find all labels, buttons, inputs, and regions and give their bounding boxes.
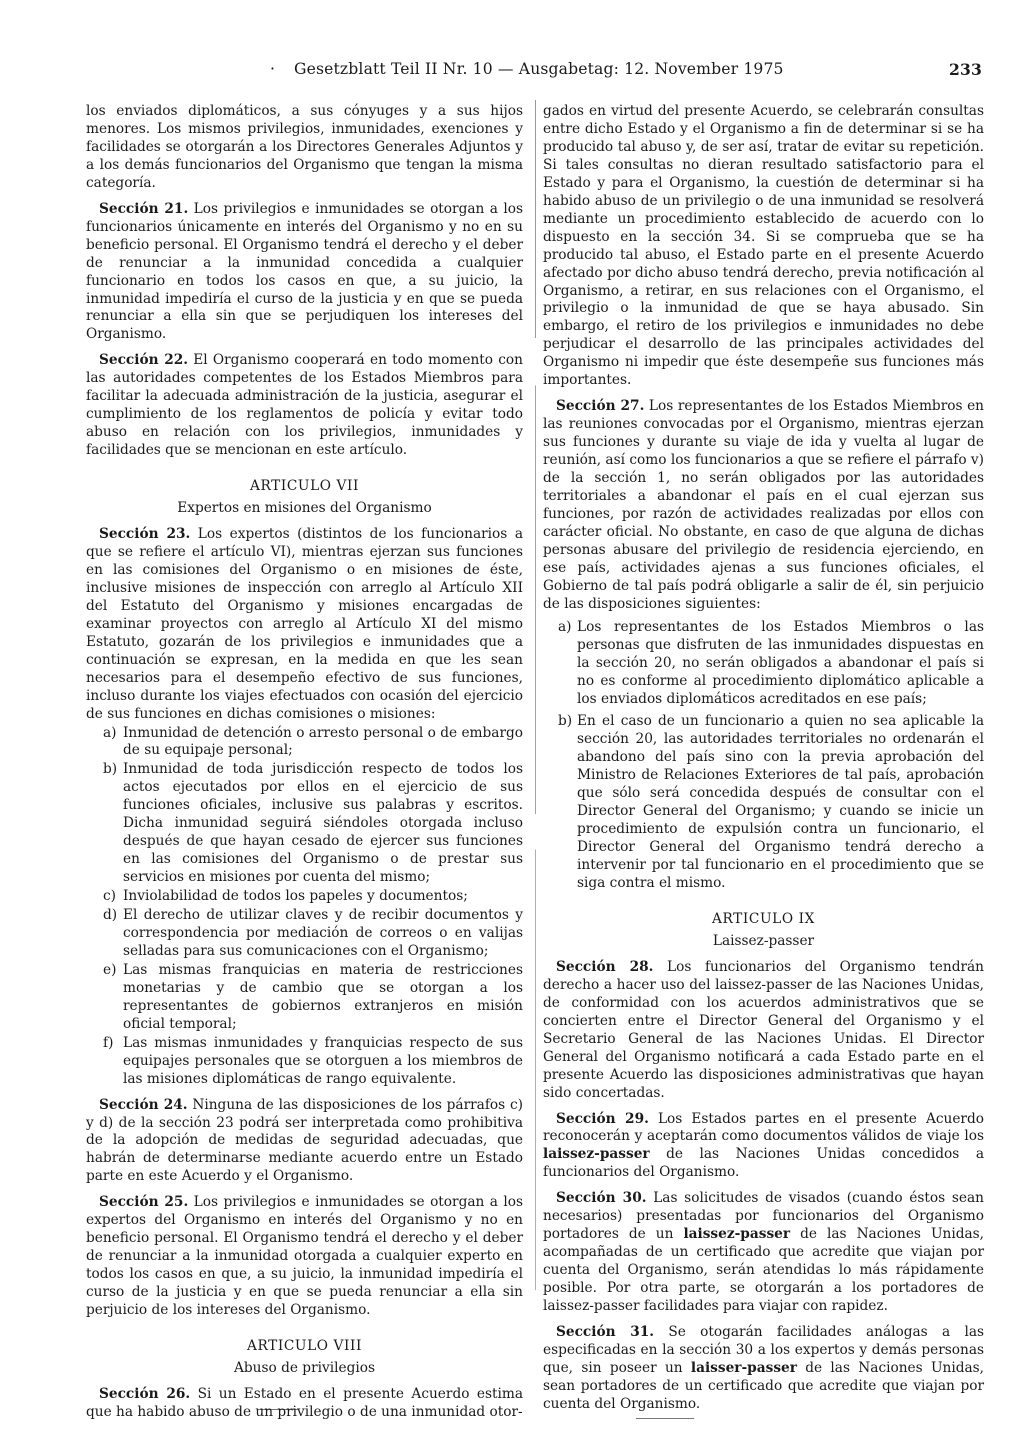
section-label: Sección 24. (99, 1096, 188, 1113)
list-item-label: a) (103, 724, 117, 741)
section-text: de las Naciones Unidas, acompañadas de un certificado que acredite que viajan por cuenta del Organismo, serán atendidas lo más rápidamente posible. Por otra parte, se otorgarán a los portadores de laissez-passer facilidades para viajar con rapidez. (543, 1226, 984, 1315)
section-29 (543, 1111, 984, 1183)
list-item-label: a) (558, 618, 572, 635)
list-item (543, 619, 984, 709)
list-item (86, 888, 523, 906)
section-label: Sección 23. (99, 526, 191, 543)
right-column (543, 103, 984, 1422)
section-25 (86, 1194, 523, 1320)
section-text: Los Estados partes en el presente Acuerdo reconocerán y aceptarán como documentos válidos de viaje los (543, 1110, 984, 1145)
list-item-label: b) (558, 713, 573, 730)
list-item-text: Los representantes de los Estados Miembros o las personas que disfruten de las inmunidades dispuestas en la sección 20, no serán obligados a abandonar el país si no es conforme al procedimiento diplomático aplicable a los enviados diplomáticos acreditados en ese país; (577, 618, 984, 707)
section-27-list (543, 619, 984, 893)
article-subheading: Expertos en misiones del Organismo (177, 500, 432, 517)
section-text: Los privilegios e inmunidades se otorgan a los expertos del Organismo en interés del Organismo y no en beneficio personal. El Organismo tendrá el derecho y el deber de renunciar a la inmunidad otorgada a cualquier experto en todos los casos en que, a su juicio, la inmunidad impediría el curso de la justicia y en que se pueda renunciar a ella sin perjuicio de los intereses del Organismo. (86, 1194, 523, 1319)
section-21 (86, 201, 523, 345)
article-subheading: Abuso de privilegios (234, 1359, 375, 1376)
section-text: Los privilegios e inmunidades se otorgan a los funcionarios únicamente en interés del Organismo y no en su beneficio personal. El Organismo tendrá el derecho y el deber de renunciar a la inmunidad concedida a cualquier funcionario en todos los casos en que, a su juicio, la inmunidad impediría el curso de la justicia y en que se pueda renunciar a ella sin que se perjudiquen los intereses del Organismo. (86, 200, 523, 343)
section-24 (86, 1097, 523, 1187)
list-item (86, 1035, 523, 1089)
section-27 (543, 398, 984, 613)
header-dot: · (270, 60, 276, 78)
paragraph-continuation: gados en virtud del presente Acuerdo, se celebrarán consultas entre dicho Estado y el Organismo a fin de determinar si se ha producido tal abuso y, de ser así, tratar de evitar su repetición. Si tales consultas no dieran resultado satisfactorio para el Estado y para el Organismo, la cuestión de determinar si ha habido abuso de un privilegio o de una inmunidad se resolverá mediante un procedimiento establecido de acuerdo con lo dispuesto en la sección 34. Si se comprueba que se ha producido tal abuso, el Estado parte en el presente Acuerdo afectado por dicho abuso tendrá derecho, previa notificación al Organismo, a retirar, en sus relaciones con el Organismo, el privilegio o la inmunidad de que se haya abusado. Sin embargo, el retiro de los privilegios e inmunidades no debe perjudicar el desarrollo de las principales actividades del Organismo ni impedir que éste desempeñe sus funciones más importantes. (543, 103, 984, 389)
list-item-label: d) (103, 907, 118, 924)
list-item-label: b) (103, 761, 118, 778)
list-item (86, 761, 523, 887)
page-header (84, 60, 984, 84)
section-label: Sección 25. (99, 1194, 189, 1211)
list-item-text: Inviolabilidad de todos los papeles y documentos; (123, 888, 468, 905)
list-item-text: Inmunidad de toda jurisdicción respecto de todos los actos ejecutados por ellos en el ejercicio de sus funciones oficiales, inclusive sus palabras y escritos. Dicha inmunidad seguirá siéndoles otorgada incluso después de que hayan cesado de ejercer sus funciones en las comisiones del Organismo o de prestar sus servicios en misiones por cuenta del mismo; (123, 761, 523, 886)
section-text: Los expertos (distintos de los funcionarios a que se refiere el artículo VI), mientras ejerzan sus funciones en las comisiones del Organismo o en misiones de éste, inclusive misiones de inspección con arreglo al Artículo XII del Estatuto del Organismo y misiones encargadas de examinar proyectos con arreglo al Artículo XI del mismo Estatuto, gozarán de los privilegios e inmunidades que a continuación se expresan, en la medida en que les sean necesarios para el desempeño efectivo de sus funciones, incluso durante los viajes efectuados con ocasión del ejercicio de sus funciones en dichas comisiones o misiones: (86, 526, 524, 722)
section-30 (543, 1190, 984, 1316)
column-divider (535, 100, 536, 1290)
page-number: 233 (948, 60, 982, 79)
list-item-label: c) (103, 888, 117, 905)
article-heading: ARTICULO VII (249, 478, 360, 495)
section-label: Sección 29. (556, 1110, 649, 1127)
section-label: Sección 26. (99, 1385, 191, 1402)
section-text: de las Naciones Unidas, sean portadores de un certificado que acredite que viajan por cuenta del Organismo. (543, 1359, 984, 1412)
section-28 (543, 959, 984, 1103)
header-title: Gesetzblatt Teil II Nr. 10 — Ausgabetag: 12. November 1975 (294, 60, 784, 78)
section-31 (543, 1324, 984, 1414)
section-label: Sección 27. (556, 398, 645, 415)
list-item-label: f) (103, 1034, 114, 1051)
section-label: Sección 21. (99, 200, 189, 217)
section-text: Las solicitudes de visados (cuando éstos sean necesarios) presentadas por funcionarios del Organismo portadores de un (543, 1190, 984, 1243)
section-text: Si un Estado en el presente Acuerdo estima que ha habido abuso de un privilegio o de una inmunidad otor- (86, 1385, 523, 1420)
article-heading: ARTICULO IX (712, 910, 815, 927)
section-23-list (86, 725, 523, 1089)
article-heading: ARTICULO VIII (246, 1338, 363, 1354)
list-item (543, 713, 984, 893)
article-subheading: Laissez-passer (712, 932, 815, 949)
section-text: El Organismo cooperará en todo momento con las autoridades competentes de los Estados Miembros para facilitar la adecuada administración de la justicia, asegurar el cumplimiento de los reglamentos de policía y evitar todo abuso en relación con los privilegios, inmunidades y facilidades que se mencionan en este artículo. (86, 352, 523, 459)
section-text: Los funcionarios del Organismo tendrán derecho a hacer uso del laissez-passer de las Naciones Unidas, de conformidad con los acuerdos administrativos que se concierten entre el Director General del Organismo y el Secretario General de las Naciones Unidas. El Director General del Organismo notificará a cada Estado parte en el presente Acuerdo las disposiciones administrativas que hayan sido concertadas. (543, 958, 985, 1101)
section-26 (86, 1386, 523, 1422)
section-22 (86, 352, 523, 460)
list-item (86, 725, 523, 761)
left-column (86, 103, 523, 1430)
laissez-passer-term: laissez-passer (683, 1226, 791, 1243)
paragraph-continuation: los enviados diplomáticos, a sus cónyuges y a sus hijos menores. Los mismos privilegios, inmunidades, exenciones y facilidades se otorgarán a los Directores Generales Adjuntos y a los demás funcionarios del Organismo que tengan la misma categoría. (86, 103, 523, 191)
section-label: Sección 28. (556, 958, 654, 975)
laissez-passer-term: laissez-passer (543, 1146, 650, 1163)
list-item (86, 962, 523, 1034)
laissez-passer-term: laisser-passer (690, 1359, 797, 1376)
section-text: Ninguna de las disposiciones de los párrafos c) y d) de la sección 23 podrá ser interpretada como prohibitiva de la adopción de medidas de seguridad adecuadas, que habrán de determinarse mediante acuerdo entre un Estado parte en este Acuerdo y el Organismo. (86, 1096, 523, 1185)
section-text: de las Naciones Unidas concedidos a funcionarios del Organismo. (543, 1146, 984, 1181)
list-item-text: Inmunidad de detención o arresto personal o de embargo de su equipaje personal; (123, 724, 523, 759)
section-label: Sección 30. (556, 1190, 647, 1207)
section-label: Sección 31. (556, 1324, 655, 1340)
list-item-text: El derecho de utilizar claves y de recibir documentos y correspondencia por mediación de correos o en valijas selladas para sus comunicaciones con el Organismo; (123, 907, 523, 959)
section-text: Se otogarán facilidades análogas a las especificadas en la sección 30 a los expertos y demás personas que, sin poseer un (543, 1324, 985, 1376)
section-23 (86, 526, 523, 723)
list-item-text: En el caso de un funcionario a quien no sea aplicable la sección 20, las autoridades territoriales no ordenarán el abandono del país sino con la previa aprobación del Ministro de Relaciones Exteriores de tal país, aprobación que sólo será concedida después de consultar con el Director General del Organismo; y cuando se inicie un procedimiento de expulsión contra un funcionario, el Director General del Organismo tendrá derecho a intervenir por tal funcionario en el procedimiento que se siga contra el mismo. (577, 713, 984, 892)
list-item-text: Las mismas inmunidades y franquicias respecto de sus equipajes personales que se otorguen a los miembros de las misiones diplomáticas de rango equivalente. (123, 1034, 523, 1087)
list-item-text: Las mismas franquicias en materia de restricciones monetarias y de cambio que se otorgan a los representantes de gobiernos extranjeros en misión oficial temporal; (123, 961, 523, 1032)
list-item-label: e) (103, 961, 117, 978)
section-label: Sección 22. (99, 352, 189, 369)
list-item (86, 907, 523, 961)
section-text: Los representantes de los Estados Miembros en las reuniones convocadas por el Organismo, mientras ejerzan sus funciones y durante su viaje de ida y vuelta al lugar de reunión, así como los funcionarios a que se refiere el párrafo v) de la sección 1, no serán obligados por las autoridades territoriales a abandonar el país en el cual ejerzan sus funciones, por razón de actividades realizadas por ellos con carácter oficial. No obstante, en caso de que alguna de dichas personas abusare del privilegio de residencia ejerciendo, en ese país, actividades ajenas a sus funciones oficiales, el Gobierno de tal país podrá obligarle a salir de él, sin perjuicio de las disposiciones siguientes: (543, 398, 984, 612)
